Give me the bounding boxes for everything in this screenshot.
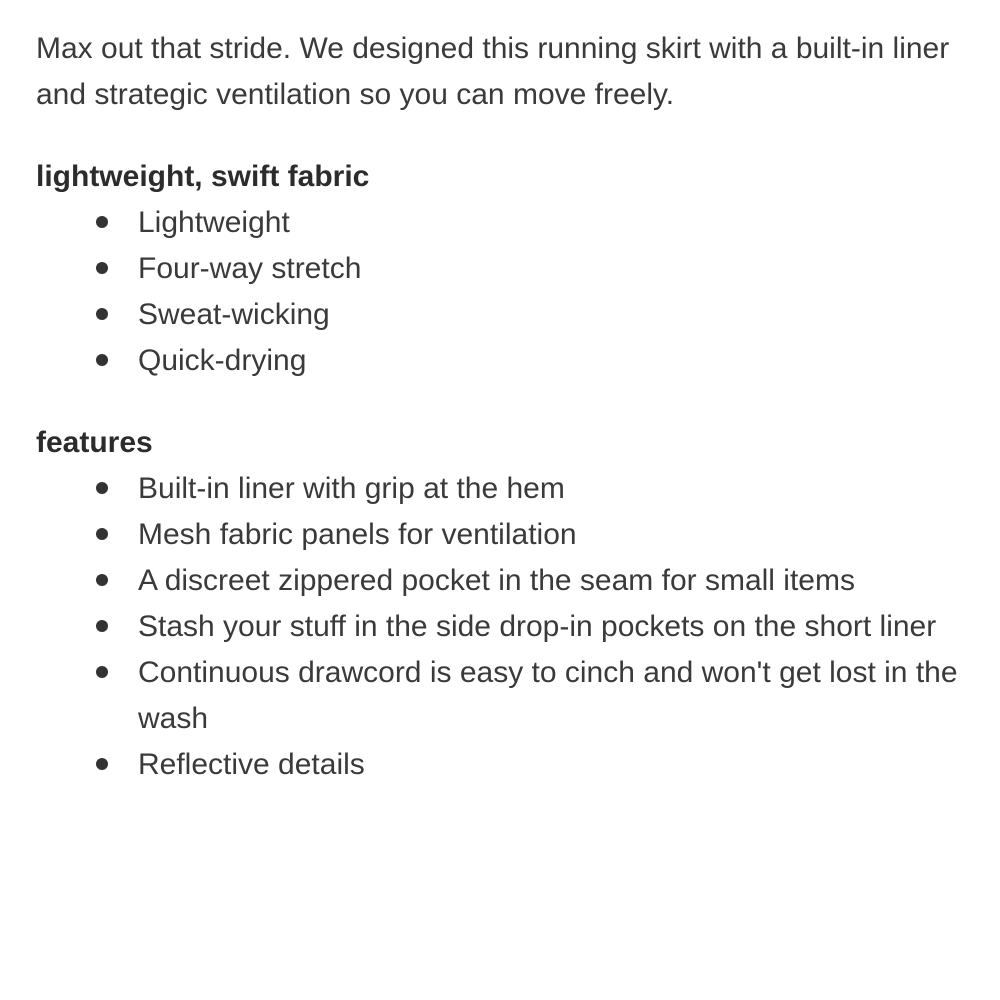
list-item — [138, 512, 971, 558]
section-heading-fabric: lightweight, swift fabric — [36, 160, 370, 193]
list-item — [138, 604, 971, 650]
list-item-text: Lightweight — [138, 206, 290, 239]
list-item — [138, 466, 971, 512]
list-item — [138, 292, 971, 338]
bullet-icon — [96, 262, 108, 274]
list-item-text: A discreet zippered pocket in the seam for small items — [138, 564, 855, 597]
features-list — [36, 466, 971, 788]
bullet-icon — [96, 758, 108, 770]
list-item-text: Sweat-wicking — [138, 298, 330, 331]
bullet-icon — [96, 482, 108, 494]
list-item — [138, 246, 971, 292]
list-item-text: Quick-drying — [138, 344, 307, 377]
bullet-icon — [96, 574, 108, 586]
list-item-text: Built-in liner with grip at the hem — [138, 472, 565, 505]
bullet-icon — [96, 528, 108, 540]
bullet-icon — [96, 620, 108, 632]
bullet-icon — [96, 216, 108, 228]
list-item-text: Reflective details — [138, 748, 365, 781]
list-item — [138, 650, 971, 742]
list-item-text: Four-way stretch — [138, 252, 362, 285]
section-heading-features: features — [36, 426, 153, 459]
bullet-icon — [96, 354, 108, 366]
list-item — [138, 558, 971, 604]
list-item-text: Mesh fabric panels for ventilation — [138, 518, 577, 551]
list-item — [138, 200, 971, 246]
product-description — [36, 26, 971, 788]
list-item — [138, 338, 971, 384]
list-item — [138, 742, 971, 788]
list-item-text: Stash your stuff in the side drop-in pockets on the short liner — [138, 610, 937, 643]
fabric-list — [36, 200, 971, 384]
intro-paragraph: Max out that stride. We designed this running skirt with a built-in liner and strategic ventilation so you can move freely. — [36, 32, 950, 111]
bullet-icon — [96, 308, 108, 320]
bullet-icon — [96, 666, 108, 678]
list-item-text: Continuous drawcord is easy to cinch and won't get lost in the wash — [138, 656, 958, 735]
